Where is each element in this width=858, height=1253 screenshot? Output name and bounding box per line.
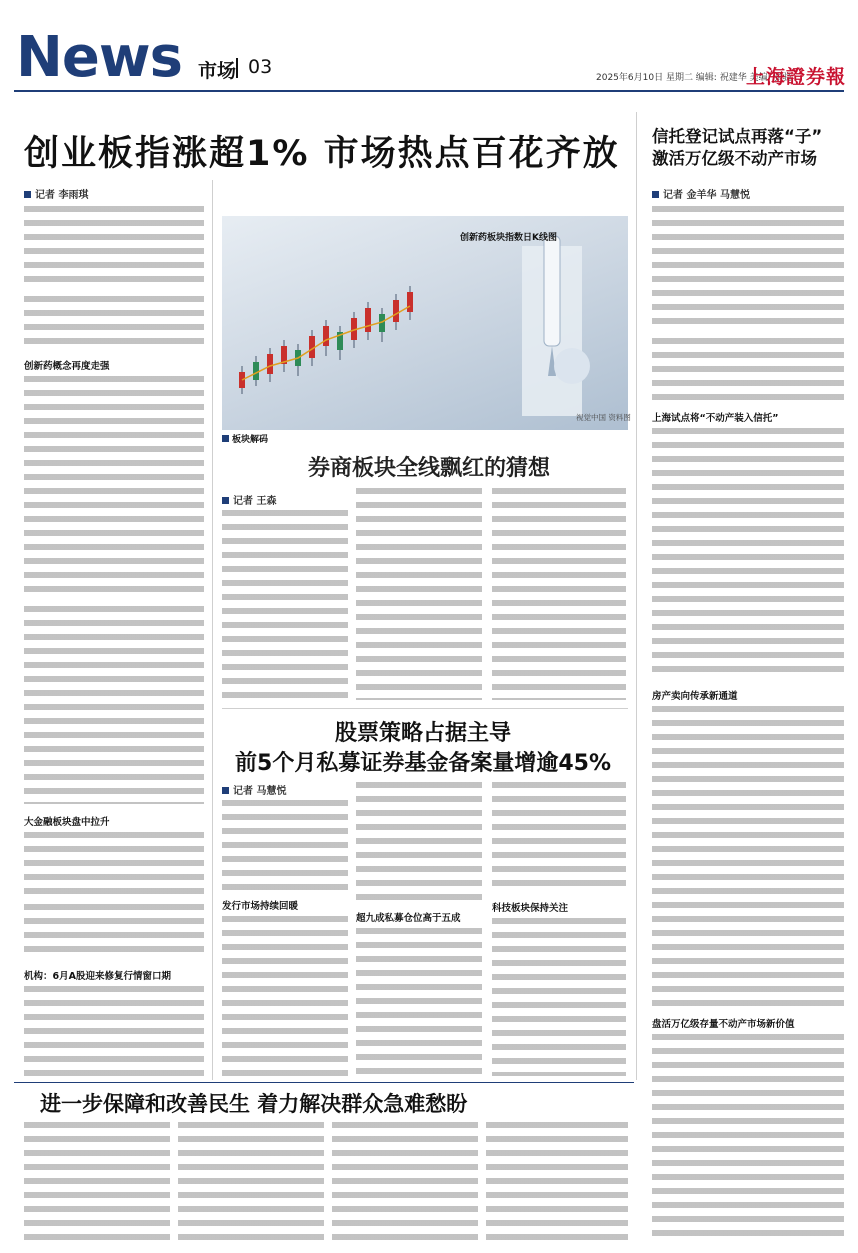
- fund-byline: 记者 马慧悦: [222, 782, 286, 797]
- bottom-body-text: [332, 1122, 478, 1246]
- lead-body-text: [24, 986, 204, 1076]
- right-subheading: 盘活万亿级存量不动产市场新价值: [652, 1019, 795, 1030]
- byline-marker-icon: [24, 191, 31, 198]
- right-headline-line1: 信托登记试点再落“子”: [652, 127, 823, 146]
- column-rule: [212, 180, 213, 1080]
- fund-body-text: [356, 928, 482, 1076]
- fund-subheading: 科技板块保持关注: [492, 903, 569, 914]
- securities-body-text: [492, 488, 626, 700]
- bottom-body-text: [178, 1122, 324, 1246]
- fund-headline-line2: 前5个月私募证券基金备案量增逾45%: [235, 751, 611, 776]
- lead-subheading: 大金融板块盘中拉升: [24, 817, 110, 828]
- market-photo: [222, 216, 628, 430]
- candlestick-chart-image: [222, 216, 628, 430]
- byline-marker-icon: [222, 787, 229, 794]
- right-body-text: [652, 1034, 844, 1244]
- photo-caption: 创新药板块指数日K线图: [460, 233, 557, 243]
- column-rule: [636, 112, 637, 1080]
- bottom-story-rule: [14, 1082, 634, 1083]
- lead-body-text: [24, 904, 204, 960]
- securities-body-text: [222, 510, 348, 700]
- right-body-text: [652, 206, 844, 330]
- story-divider: [222, 708, 628, 709]
- section-tag: 板块解码: [222, 432, 268, 445]
- photo-credit: 视觉中国 资料图: [576, 413, 631, 422]
- dateline: 2025年6月10日 星期二 编辑: 祝建华 美编: 张骁: [596, 73, 792, 83]
- right-body-text: [652, 428, 844, 678]
- masthead-rule: [14, 90, 844, 92]
- lead-body-text: [24, 376, 204, 600]
- right-headline-line2: 激活万亿级不动产市场: [652, 149, 817, 168]
- fund-subheading: 超九成私募仓位高于五成: [356, 913, 461, 924]
- newspaper-logo: 上海證券報: [746, 66, 847, 88]
- fund-subheading: 发行市场持续回暖: [222, 901, 299, 912]
- lead-body-text: [24, 606, 204, 804]
- tag-marker-icon: [222, 435, 229, 442]
- bottom-body-text: [24, 1122, 170, 1246]
- securities-body-text: [356, 488, 482, 700]
- right-body-text: [652, 706, 844, 1008]
- section-divider: [236, 58, 238, 78]
- fund-body-text: [492, 782, 626, 892]
- securities-byline: 记者 王森: [222, 492, 276, 507]
- fund-headline-line1: 股票策略占据主导: [334, 721, 511, 746]
- lead-subheading: 机构：6月A股迎来修复行情窗口期: [24, 971, 171, 982]
- byline-marker-icon: [652, 191, 659, 198]
- bottom-headline: 进一步保障和改善民生 着力解决群众急难愁盼: [40, 1092, 468, 1116]
- page-number: 03: [248, 56, 273, 78]
- right-subheading: 房产卖向传承新通道: [652, 691, 738, 702]
- lead-body-text: [24, 206, 204, 284]
- lead-subheading: 创新药概念再度走强: [24, 361, 110, 372]
- lead-byline: 记者 李雨琪: [24, 186, 88, 201]
- fund-body-text: [356, 782, 482, 902]
- fund-body-text: [492, 918, 626, 1076]
- lead-body-text: [24, 832, 204, 898]
- bottom-body-text: [486, 1122, 628, 1246]
- lead-headline: 创业板指涨超1% 市场热点百花齐放: [24, 134, 620, 174]
- right-byline: 记者 金羊华 马慧悦: [652, 186, 750, 201]
- fund-body-text: [222, 916, 348, 1076]
- fund-body-text: [222, 800, 348, 890]
- securities-headline: 券商板块全线飘红的猜想: [307, 456, 550, 481]
- lead-body-text: [24, 296, 204, 346]
- right-body-text: [652, 338, 844, 402]
- section-word: News: [16, 25, 182, 90]
- section-name: 市场: [198, 60, 237, 82]
- byline-marker-icon: [222, 497, 229, 504]
- right-subheading: 上海试点将“不动产装入信托”: [652, 413, 779, 424]
